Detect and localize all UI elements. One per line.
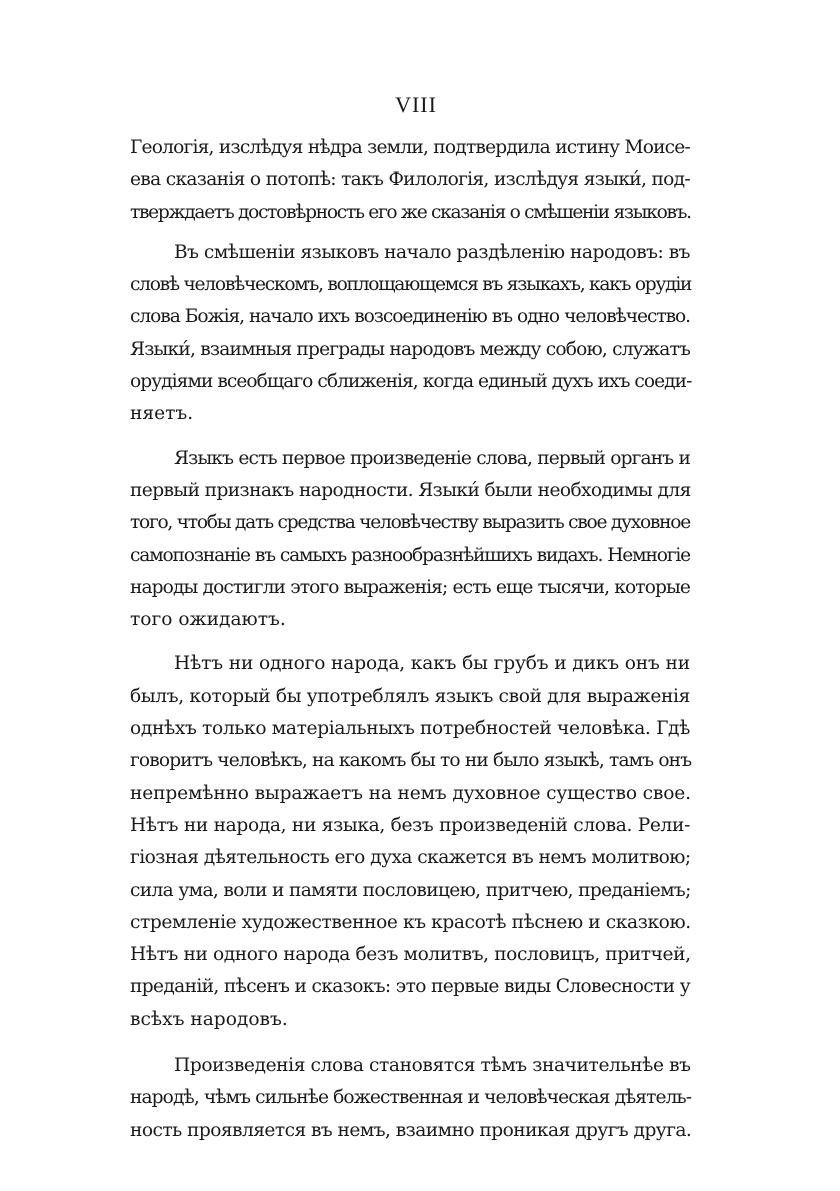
text-line: Произведенія слова становятся тѣмъ значительнѣе въ (174, 1055, 691, 1077)
text-line: тверждаетъ достовѣрность его же сказанія о смѣшеніи языковъ. (130, 201, 691, 223)
text-line: сила ума, воли и памяти пословицею, притчею, преданіемъ; (130, 879, 691, 901)
paragraph-no-people (130, 648, 690, 1036)
text-line: стремленіе художественное къ красотѣ пѣснею и сказкою. (130, 911, 691, 933)
paragraph-confusion-of-tongues (130, 237, 690, 431)
text-line: народѣ, чѣмъ сильнѣе божественная и человѣческая дѣятель- (130, 1087, 692, 1109)
text-line: того, чтобы дать средства человѣчеству выразить свое духовное (130, 512, 690, 534)
paragraph-works-of-word (130, 1050, 690, 1147)
paragraph-geology (130, 132, 690, 229)
text-line: всѣхъ народовъ. (130, 1008, 288, 1030)
text-line: того ожидаютъ. (130, 609, 286, 631)
text-line: словѣ человѣческомъ, воплощающемся въ языкахъ, какъ орудіи (130, 274, 692, 296)
text-line: говоритъ человѣкъ, на какомъ бы то ни было языкѣ, тамъ онъ (130, 750, 692, 772)
text-line: Нѣтъ ни одного народа, какъ бы грубъ и дикъ онъ ни (174, 653, 690, 675)
text-line: однѣхъ только матеріальныхъ потребностей человѣка. Гдѣ (130, 718, 690, 740)
text-line: орудіями всеобщаго сближенія, когда единый духъ ихъ соеди- (130, 371, 692, 393)
text-line: непремѣнно выражаетъ на немъ духовное существо свое. (130, 782, 691, 804)
text-line: гіозная дѣятельность его духа скажется въ немъ молитвою; (130, 847, 691, 869)
text-line: Въ смѣшеніи языковъ начало раздѣленію народовъ: въ (174, 241, 690, 263)
text-line: ева сказанія о потопѣ: такъ Филологія, изслѣдуя языки́, под- (130, 169, 690, 191)
body-text (130, 132, 690, 1147)
text-line: самопознаніе въ самыхъ разнообразнѣйшихъ видахъ. Немногіе (130, 544, 690, 566)
text-line: няетъ. (130, 403, 194, 425)
text-line: Нѣтъ ни одного народа безъ молитвъ, пословицъ, притчей, (130, 944, 691, 966)
text-line: слова Божія, начало ихъ возсоединенію въ одно человѣчество. (130, 306, 690, 328)
text-line: былъ, который бы употреблялъ языкъ свой для выраженія (130, 685, 690, 707)
text-line: Языки́, взаимныя преграды народовъ между собою, служатъ (130, 338, 690, 360)
text-line: преданій, пѣсенъ и сказокъ: это первые виды Словесности у (130, 976, 690, 998)
text-line: ность проявляется въ немъ, взаимно проникая другъ друга. (130, 1119, 692, 1141)
text-line: Языкъ есть первое произведеніе слова, первый органъ и (174, 447, 690, 469)
page-number: VIII (395, 92, 437, 117)
text-line: народы достигли этого выраженія; есть еще тысячи, которые (130, 576, 690, 598)
paragraph-language-first-work (130, 443, 690, 637)
text-line: Нѣтъ ни народа, ни языка, безъ произведеній слова. Рели- (130, 814, 690, 836)
text-line: первый признакъ народности. Языки́ были необходимы для (130, 479, 691, 501)
text-line: Геологія, изслѣдуя нѣдра земли, подтвердила истину Моисе- (130, 137, 690, 158)
